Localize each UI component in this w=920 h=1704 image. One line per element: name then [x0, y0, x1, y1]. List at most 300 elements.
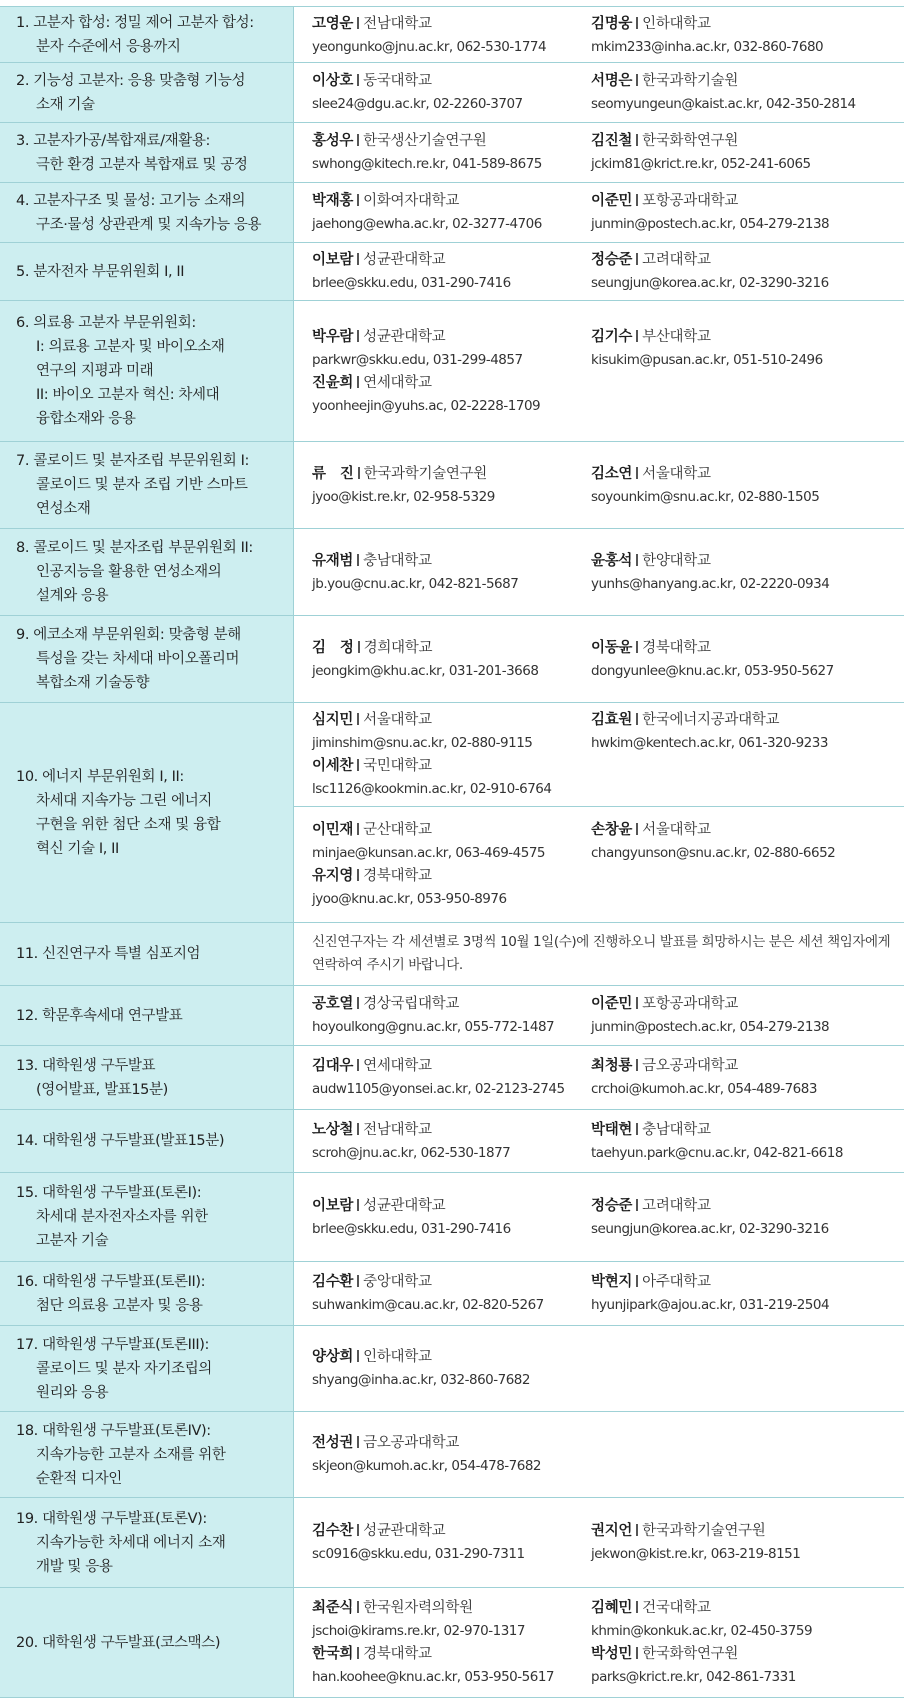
contact-name: 박우람 [312, 329, 354, 345]
contact-email-phone[interactable]: seomyungeun@kaist.ac.kr, 042-350-2814 [591, 96, 856, 112]
contact-person [312, 70, 612, 116]
session-row [0, 123, 904, 183]
session-title [0, 1046, 293, 1109]
contact-person [312, 1195, 612, 1241]
contact-email-phone[interactable]: kisukim@pusan.ac.kr, 051-510-2496 [591, 352, 823, 368]
contact-person [591, 709, 891, 755]
contact-affiliation: 인하대학교 [642, 16, 711, 32]
contact-name: 홍성우 [312, 133, 354, 149]
contact-group [294, 1046, 904, 1110]
contact-person [591, 130, 891, 176]
contact-person [312, 755, 612, 801]
contact-name-line [312, 130, 612, 153]
session-title-line: 20. 대학원생 구두발표(코스맥스) [16, 1634, 221, 1651]
session-subtitle-line: 차세대 분자전자소자를 위한 [36, 1209, 208, 1225]
session-title-line: 1. 고분자 합성: 정밀 제어 고분자 합성: [16, 14, 254, 31]
contact-person [312, 249, 612, 295]
contact-name-line [591, 463, 891, 486]
separator-bar [636, 554, 638, 566]
contact-affiliation: 한국화학연구원 [642, 1646, 739, 1662]
contact-name-line [591, 13, 891, 36]
contact-person [312, 550, 612, 596]
session-title-line: 9. 에코소재 부문위원회: 맞춤형 분해 [16, 627, 241, 643]
contact-affiliation: 동국대학교 [363, 73, 432, 89]
session-title-line: 8. 콜로이드 및 분자조립 부문위원회 II: [16, 540, 253, 556]
contact-group [294, 703, 904, 806]
session-row [0, 1498, 904, 1588]
contact-name: 이보람 [312, 252, 354, 268]
contact-name-line [591, 637, 891, 660]
session-row [0, 1262, 904, 1326]
separator-bar [636, 253, 638, 265]
session-title-line: 12. 학문후속세대 연구발표 [16, 1007, 183, 1024]
contact-name-line [312, 249, 612, 272]
session-subtitle-line: 순환적 디자인 [36, 1470, 122, 1487]
contact-email-phone[interactable]: soyounkim@snu.ac.kr, 02-880-1505 [591, 489, 820, 505]
session-title-line: 16. 대학원생 구두발표(토론II): [16, 1273, 206, 1290]
contact-group [294, 123, 904, 183]
contact-name: 윤홍석 [591, 553, 633, 569]
contact-name: 고영운 [312, 16, 354, 32]
session-title-line: 18. 대학원생 구두발표(토론IV): [16, 1422, 211, 1439]
session-title-line: 7. 콜로이드 및 분자조립 부문위원회 I: [16, 453, 249, 469]
session-title [0, 123, 293, 182]
session-title [0, 703, 293, 922]
contact-email-phone[interactable]: parkwr@skku.edu, 031-299-4857 [312, 352, 523, 368]
separator-bar [357, 997, 359, 1009]
separator-bar [636, 194, 638, 206]
session-contacts [293, 703, 904, 922]
session-subtitle-line: 인공지능을 활용한 연성소재의 [36, 564, 222, 580]
contact-person [591, 637, 891, 683]
session-contacts [293, 183, 904, 242]
contact-name-line [312, 1195, 612, 1218]
session-title [0, 1326, 293, 1411]
separator-bar [357, 759, 359, 771]
contact-email-phone[interactable]: han.koohee@knu.ac.kr, 053-950-5617 [312, 1669, 554, 1685]
contact-person [312, 1432, 612, 1478]
contact-name: 정승준 [591, 1198, 633, 1214]
separator-bar [636, 467, 638, 479]
contact-email-phone[interactable]: jiminshim@snu.ac.kr, 02-880-9115 [312, 735, 533, 751]
contact-name-line [312, 463, 612, 486]
contact-email-phone[interactable]: skjeon@kumoh.ac.kr, 054-478-7682 [312, 1458, 542, 1474]
contact-name-line [312, 372, 612, 395]
separator-bar [357, 823, 359, 835]
contact-person [312, 372, 612, 418]
contact-affiliation: 경상국립대학교 [363, 996, 460, 1012]
contact-email-phone[interactable]: jyoo@knu.ac.kr, 053-950-8976 [312, 891, 507, 907]
contact-name-line [312, 550, 612, 573]
session-subtitle-line: 콜로이드 및 분자 자기조립의 [36, 1360, 212, 1377]
contact-email-phone[interactable]: jb.you@cnu.ac.kr, 042-821-5687 [312, 576, 519, 592]
contact-email-phone[interactable]: taehyun.park@cnu.ac.kr, 042-821-6618 [591, 1145, 843, 1161]
contact-name-line [591, 709, 891, 732]
contact-name-line [312, 709, 612, 732]
contact-affiliation: 연세대학교 [363, 1058, 432, 1074]
contact-name: 박성민 [591, 1646, 633, 1662]
contact-name: 김진철 [591, 133, 633, 149]
separator-bar [357, 1199, 359, 1211]
separator-bar [636, 17, 638, 29]
separator-bar [636, 823, 638, 835]
contact-email-phone[interactable]: changyunson@snu.ac.kr, 02-880-6652 [591, 845, 836, 861]
session-contacts [293, 1262, 904, 1325]
contact-name-line [591, 1271, 891, 1294]
contact-name: 류 진 [312, 466, 354, 482]
session-row [0, 1173, 904, 1262]
contact-group [294, 806, 904, 923]
session-subtitle-line: 구현을 위한 첨단 소재 및 융합 [36, 816, 221, 833]
separator-bar [636, 641, 638, 653]
session-subtitle-line: 지속가능한 차세대 에너지 소재 [36, 1534, 226, 1551]
session-title-line: 10. 에너지 부문위원회 I, II: [16, 768, 184, 785]
contact-affiliation: 한국과학기술원 [642, 73, 739, 89]
contact-email-phone[interactable]: brlee@skku.edu, 031-290-7416 [312, 1221, 511, 1237]
contact-name-line [312, 993, 612, 1016]
contact-email-phone[interactable]: minjae@kunsan.ac.kr, 063-469-4575 [312, 845, 546, 861]
session-subtitle-line: 특성을 갖는 차세대 바이오폴리머 [36, 651, 240, 667]
contact-group [294, 529, 904, 616]
contact-name-line [312, 1432, 612, 1455]
contact-name-line [312, 755, 612, 778]
contact-email-phone[interactable]: jyoo@kist.re.kr, 02-958-5329 [312, 489, 495, 505]
session-row [0, 63, 904, 123]
contact-group [294, 1262, 904, 1326]
contact-group [294, 1588, 904, 1698]
contact-affiliation: 성균관대학교 [363, 1198, 446, 1214]
contact-name: 유지영 [312, 868, 354, 884]
contact-person [591, 13, 891, 59]
session-contacts [293, 1412, 904, 1497]
contact-email-phone[interactable]: yeongunko@jnu.ac.kr, 062-530-1774 [312, 39, 547, 55]
separator-bar [357, 1275, 359, 1287]
contact-name-line [312, 326, 612, 349]
session-title [0, 616, 293, 702]
contact-name: 공호열 [312, 996, 354, 1012]
contact-email-phone[interactable]: crchoi@kumoh.ac.kr, 054-489-7683 [591, 1081, 817, 1097]
session-contacts [293, 1046, 904, 1109]
contact-affiliation: 성균관대학교 [363, 252, 446, 268]
contact-affiliation: 서울대학교 [642, 822, 711, 838]
session-row [0, 1046, 904, 1110]
contact-person [591, 249, 891, 295]
contact-affiliation: 고려대학교 [642, 252, 711, 268]
contact-email-phone[interactable]: hoyoulkong@gnu.ac.kr, 055-772-1487 [312, 1019, 555, 1035]
contact-name: 김 정 [312, 640, 354, 656]
contact-name-line [591, 993, 891, 1016]
contact-person [591, 1643, 891, 1689]
contact-group [294, 1110, 904, 1173]
contact-group [294, 1326, 904, 1412]
session-row [0, 183, 904, 243]
session-subtitle-line: 개발 및 응용 [36, 1558, 113, 1575]
session-subtitle-line: 융합소재와 응용 [36, 411, 136, 427]
session-row [0, 616, 904, 703]
contact-email-phone[interactable]: jschoi@kirams.re.kr, 02-970-1317 [312, 1623, 525, 1639]
session-title [0, 1498, 293, 1587]
contact-name: 김소연 [591, 466, 633, 482]
contact-name: 김수환 [312, 1274, 354, 1290]
contact-affiliation: 경희대학교 [363, 640, 433, 656]
contact-affiliation: 부산대학교 [642, 329, 711, 345]
separator-bar [636, 1601, 638, 1613]
contact-name-line [591, 1520, 891, 1543]
contact-name: 최청룡 [591, 1058, 633, 1074]
contact-affiliation: 한국화학연구원 [642, 133, 739, 149]
contact-group [294, 442, 904, 529]
contact-affiliation: 연세대학교 [363, 375, 432, 391]
session-row [0, 243, 904, 301]
session-title [0, 986, 293, 1045]
session-subtitle-line: 지속가능한 고분자 소재를 위한 [36, 1446, 226, 1463]
separator-bar [357, 554, 359, 566]
separator-bar [357, 1123, 359, 1135]
contact-email-phone[interactable]: yunhs@hanyang.ac.kr, 02-2220-0934 [591, 576, 830, 592]
separator-bar [357, 1059, 359, 1071]
separator-bar [357, 1436, 359, 1448]
contact-name-line [591, 819, 891, 842]
contact-name: 노상철 [312, 1122, 354, 1138]
contact-email-phone[interactable]: jeongkim@khu.ac.kr, 031-201-3668 [312, 663, 539, 679]
contact-name: 최준식 [312, 1600, 354, 1616]
session-title [0, 63, 293, 122]
separator-bar [357, 713, 359, 725]
contact-email-phone[interactable]: lsc1126@kookmin.ac.kr, 02-910-6764 [312, 781, 552, 797]
session-row [0, 703, 904, 923]
session-title [0, 442, 293, 528]
session-contacts [293, 7, 904, 62]
separator-bar [636, 1524, 638, 1536]
session-title-line: 15. 대학원생 구두발표(토론I): [16, 1185, 202, 1201]
contact-affiliation: 인하대학교 [363, 1349, 432, 1365]
contact-group [294, 986, 904, 1046]
contact-affiliation: 충남대학교 [363, 553, 432, 569]
contact-person [591, 550, 891, 596]
contact-email-phone[interactable]: swhong@kitech.re.kr, 041-589-8675 [312, 156, 542, 172]
session-subtitle-line: 연성소재 [36, 501, 91, 517]
contact-email-phone[interactable]: sc0916@skku.edu, 031-290-7311 [312, 1546, 525, 1562]
session-title [0, 183, 293, 242]
separator-bar [357, 1524, 359, 1536]
session-subtitle-line: 원리와 응용 [36, 1384, 109, 1401]
contact-name: 이세찬 [312, 758, 354, 774]
contact-name-line [312, 637, 612, 660]
contact-email-phone[interactable]: parks@krict.re.kr, 042-861-7331 [591, 1669, 796, 1685]
contact-email-phone[interactable]: brlee@skku.edu, 031-290-7416 [312, 275, 511, 291]
session-contacts [293, 1588, 904, 1697]
session-contacts [293, 986, 904, 1045]
session-title-line: 5. 분자전자 부문위원회 I, II [16, 263, 185, 280]
contact-name: 김혜민 [591, 1600, 633, 1616]
separator-bar [357, 1350, 359, 1362]
contact-name: 김효원 [591, 712, 633, 728]
session-subtitle-line: 고분자 기술 [36, 1233, 109, 1249]
contact-affiliation: 성균관대학교 [363, 1523, 446, 1539]
contact-person [312, 1643, 612, 1689]
session-title [0, 1412, 293, 1497]
contact-person [591, 1271, 891, 1317]
contact-name-line [312, 819, 612, 842]
separator-bar [636, 1275, 638, 1287]
contact-email-phone[interactable]: seungjun@korea.ac.kr, 02-3290-3216 [591, 275, 829, 291]
contact-person [591, 1597, 891, 1643]
session-row [0, 1412, 904, 1498]
contact-group [294, 183, 904, 243]
contact-person [312, 190, 612, 236]
contact-affiliation: 한국원자력의학원 [363, 1600, 473, 1616]
session-contacts [293, 923, 904, 985]
contact-name-line [312, 1597, 612, 1620]
session-title-line: 13. 대학원생 구두발표 [16, 1057, 156, 1074]
session-subtitle-line: 설계와 응용 [36, 588, 109, 604]
contact-person [312, 130, 612, 176]
contact-name: 손창윤 [591, 822, 633, 838]
contact-email-phone[interactable]: jekwon@kist.re.kr, 063-219-8151 [591, 1546, 801, 1562]
separator-bar [357, 74, 359, 86]
session-contacts [293, 616, 904, 702]
contact-name-line [591, 1055, 891, 1078]
contact-email-phone[interactable]: shyang@inha.ac.kr, 032-860-7682 [312, 1372, 530, 1388]
contact-name-line [312, 1055, 612, 1078]
contact-person [591, 993, 891, 1039]
separator-bar [357, 869, 359, 881]
contact-person [591, 190, 891, 236]
contact-name-line [312, 13, 612, 36]
contact-person [312, 13, 612, 59]
session-title [0, 1110, 293, 1172]
session-subtitle-line: 구조·물성 상관관계 및 지속가능 응용 [36, 216, 262, 233]
session-contacts [293, 1326, 904, 1411]
session-subtitle-line: 첨단 의료용 고분자 및 응용 [36, 1297, 203, 1314]
contact-name-line [312, 1271, 612, 1294]
separator-bar [636, 997, 638, 1009]
contact-email-phone[interactable]: junmin@postech.ac.kr, 054-279-2138 [591, 216, 830, 232]
session-subtitle-line: (영어발표, 발표15분) [36, 1081, 168, 1098]
contact-affiliation: 포항공과대학교 [642, 996, 739, 1012]
session-title-line: 2. 기능성 고분자: 응용 맞춤형 기능성 [16, 72, 246, 89]
session-title [0, 923, 293, 985]
session-subtitle-line: 연구의 지평과 미래 [36, 363, 154, 379]
separator-bar [358, 641, 360, 653]
contact-email-phone[interactable]: hyunjipark@ajou.ac.kr, 031-219-2504 [591, 1297, 830, 1313]
contact-affiliation: 한국생산기술연구원 [363, 133, 487, 149]
session-row [0, 1110, 904, 1173]
contact-group [294, 1498, 904, 1588]
contact-name: 유재범 [312, 553, 354, 569]
session-title [0, 7, 293, 62]
contact-name: 진윤희 [312, 375, 354, 391]
contact-group [294, 243, 904, 301]
contact-affiliation: 성균관대학교 [363, 329, 446, 345]
contact-affiliation: 아주대학교 [642, 1274, 711, 1290]
separator-bar [636, 1647, 638, 1659]
session-title-line: 3. 고분자가공/복합재료/재활용: [16, 132, 210, 149]
contact-affiliation: 국민대학교 [363, 758, 432, 774]
separator-bar [636, 1059, 638, 1071]
session-subtitle-line: 차세대 지속가능 그린 에너지 [36, 792, 212, 809]
separator-bar [358, 467, 360, 479]
contact-name-line [312, 865, 612, 888]
contact-email-phone[interactable]: jaehong@ewha.ac.kr, 02-3277-4706 [312, 216, 542, 232]
contact-email-phone[interactable]: mkim233@inha.ac.kr, 032-860-7680 [591, 39, 824, 55]
contact-email-phone[interactable]: yoonheejin@yuhs.ac, 02-2228-1709 [312, 398, 541, 414]
separator-bar [636, 330, 638, 342]
contact-name: 심지민 [312, 712, 354, 728]
contact-name: 김대우 [312, 1058, 354, 1074]
contact-name: 서명은 [591, 73, 633, 89]
contact-email-phone[interactable]: suhwankim@cau.ac.kr, 02-820-5267 [312, 1297, 544, 1313]
separator-bar [357, 1647, 359, 1659]
contact-affiliation: 건국대학교 [642, 1600, 711, 1616]
session-title-line: 17. 대학원생 구두발표(토론III): [16, 1336, 209, 1353]
contact-email-phone[interactable]: dongyunlee@knu.ac.kr, 053-950-5627 [591, 663, 834, 679]
contact-person [312, 326, 612, 372]
contact-person [312, 463, 612, 509]
contact-person [312, 1271, 612, 1317]
session-title [0, 529, 293, 615]
contact-affiliation: 한국에너지공과대학교 [642, 712, 780, 728]
contact-affiliation: 금오공과대학교 [363, 1435, 460, 1451]
contact-name-line [591, 1195, 891, 1218]
session-title-line: 11. 신진연구자 특별 심포지엄 [16, 946, 201, 962]
contact-email-phone[interactable]: jckim81@krict.re.kr, 052-241-6065 [591, 156, 811, 172]
contact-affiliation: 경북대학교 [642, 640, 711, 656]
contact-affiliation: 서울대학교 [363, 712, 432, 728]
contact-affiliation: 군산대학교 [363, 822, 432, 838]
contact-group [294, 1412, 904, 1498]
contact-person [312, 819, 612, 865]
contact-name: 이준민 [591, 996, 633, 1012]
contact-name-line [591, 550, 891, 573]
contact-name: 이민재 [312, 822, 354, 838]
contact-person [591, 463, 891, 509]
session-row [0, 986, 904, 1046]
contact-email-phone[interactable]: scroh@jnu.ac.kr, 062-530-1877 [312, 1145, 511, 1161]
contact-email-phone[interactable]: junmin@postech.ac.kr, 054-279-2138 [591, 1019, 830, 1035]
contact-email-phone[interactable]: hwkim@kentech.ac.kr, 061-320-9233 [591, 735, 828, 751]
session-row [0, 529, 904, 616]
contact-email-phone[interactable]: slee24@dgu.ac.kr, 02-2260-3707 [312, 96, 523, 112]
contact-person [591, 819, 891, 865]
contact-name: 이준민 [591, 193, 633, 209]
contact-person [312, 865, 612, 911]
contact-affiliation: 전남대학교 [363, 1122, 432, 1138]
contact-name-line [312, 1119, 612, 1142]
contact-name: 이상호 [312, 73, 354, 89]
contact-affiliation: 이화여자대학교 [363, 193, 460, 209]
contact-name-line [591, 70, 891, 93]
contact-name: 권지언 [591, 1523, 633, 1539]
contact-name: 전성권 [312, 1435, 354, 1451]
contact-affiliation: 포항공과대학교 [642, 193, 739, 209]
session-row [0, 1588, 904, 1698]
separator-bar [357, 1601, 359, 1613]
contact-email-phone[interactable]: audw1105@yonsei.ac.kr, 02-2123-2745 [312, 1081, 565, 1097]
contact-affiliation: 고려대학교 [642, 1198, 711, 1214]
contact-name: 이동윤 [591, 640, 633, 656]
session-row [0, 1326, 904, 1412]
contact-email-phone[interactable]: khmin@konkuk.ac.kr, 02-450-3759 [591, 1623, 813, 1639]
session-title-line: 6. 의료용 고분자 부문위원회: [16, 315, 196, 331]
contact-name-line [312, 70, 612, 93]
contact-name-line [312, 1643, 612, 1666]
separator-bar [636, 134, 638, 146]
contact-affiliation: 한국과학기술연구원 [642, 1523, 766, 1539]
session-title [0, 243, 293, 300]
contact-name-line [591, 249, 891, 272]
contact-email-phone[interactable]: seungjun@korea.ac.kr, 02-3290-3216 [591, 1221, 829, 1237]
